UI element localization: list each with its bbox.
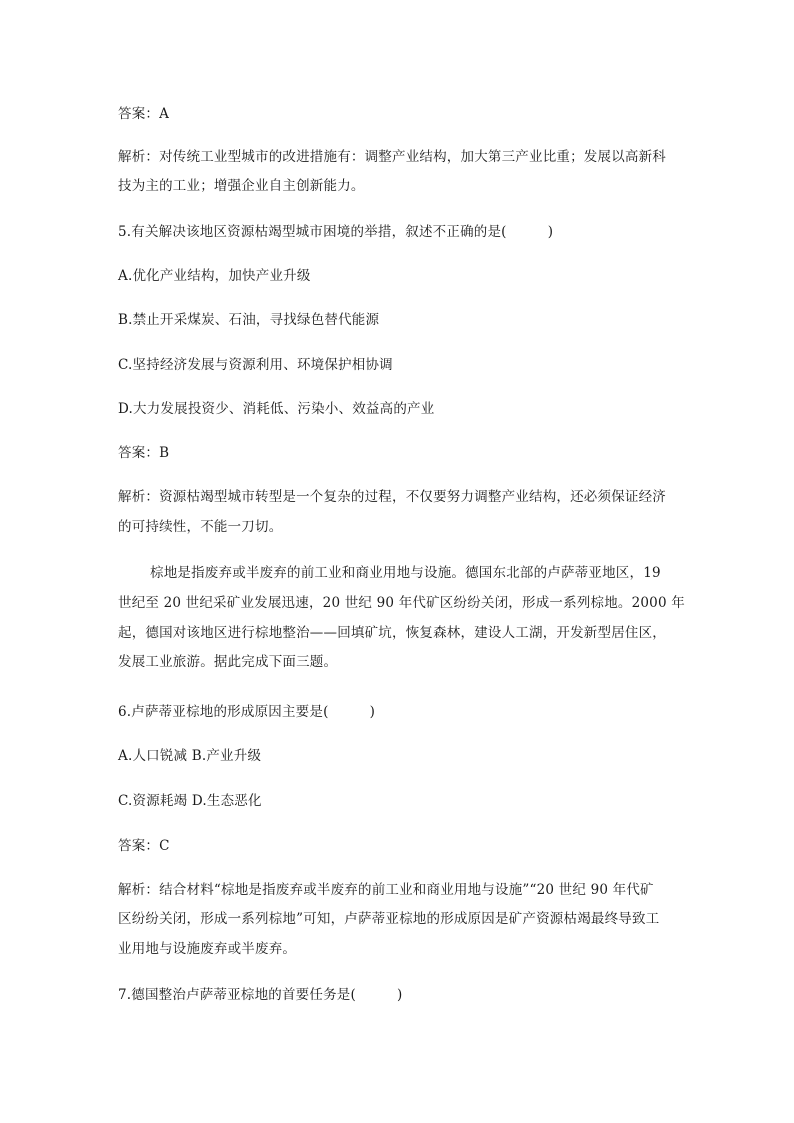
analysis-4-line-1: 解析：对传统工业型城市的改进措施有：调整产业结构，加大第三产业比重；发展以高新科 <box>118 149 666 165</box>
analysis-5-line-2: 的可持续性，不能一刀切。 <box>118 519 283 535</box>
question-6-options-cd: C.资源耗竭 D.生态恶化 <box>118 793 262 809</box>
analysis-6-line-3: 业用地与设施废弃或半废弃。 <box>118 941 297 957</box>
question-5-option-a: A.优化产业结构，加快产业升级 <box>118 268 311 284</box>
analysis-6-line-1: 解析：结合材料“棕地是指废弃或半废弃的前工业和商业用地与设施”“20 世纪 90 年代矿 <box>118 882 654 898</box>
answer-6: 答案：C <box>118 838 170 854</box>
passage-line-4: 发展工业旅游。据此完成下面三题。 <box>118 654 338 670</box>
passage-line-1: 棕地是指废弃或半废弃的前工业和商业用地与设施。德国东北部的卢萨蒂亚地区，19 <box>150 565 661 581</box>
question-5-option-d: D.大力发展投资少、消耗低、污染小、效益高的产业 <box>118 401 435 417</box>
question-7: 7.德国整治卢萨蒂亚棕地的首要任务是( ) <box>118 987 403 1003</box>
question-5-option-b: B.禁止开采煤炭、石油，寻找绿色替代能源 <box>118 312 380 328</box>
analysis-6-line-2: 区纷纷关闭，形成一系列棕地”可知，卢萨蒂亚棕地的形成原因是矿产资源枯竭最终导致工 <box>118 911 660 927</box>
question-5-option-c: C.坚持经济发展与资源利用、环境保护相协调 <box>118 357 393 373</box>
question-6: 6.卢萨蒂亚棕地的形成原因主要是( ) <box>118 704 376 720</box>
passage-line-2: 世纪至 20 世纪采矿业发展迅速，20 世纪 90 年代矿区纷纷关闭，形成一系列棕地。2000 年 <box>118 595 685 611</box>
answer-4: 答案：A <box>118 106 170 122</box>
answer-5: 答案：B <box>118 445 170 461</box>
analysis-5-line-1: 解析：资源枯竭型城市转型是一个复杂的过程，不仅要努力调整产业结构，还必须保证经济 <box>118 489 666 505</box>
question-5: 5.有关解决该地区资源枯竭型城市困境的举措，叙述不正确的是( ) <box>118 224 554 240</box>
passage-line-3: 起，德国对该地区进行棕地整治——回填矿坑，恢复森林，建设人工湖，开发新型居住区， <box>118 625 666 641</box>
analysis-4-line-2: 技为主的工业；增强企业自主创新能力。 <box>118 178 365 194</box>
question-6-options-ab: A.人口锐减 B.产业升级 <box>118 748 262 764</box>
